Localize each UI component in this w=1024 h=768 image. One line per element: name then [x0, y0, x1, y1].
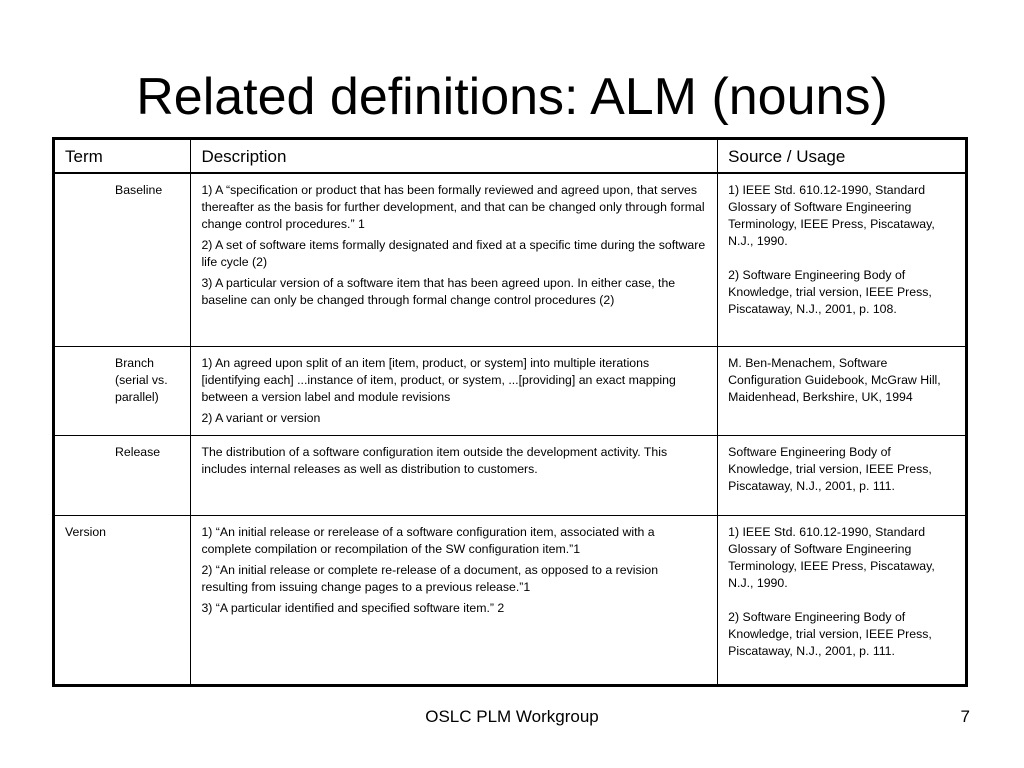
source-item: 1) IEEE Std. 610.12-1990, Standard Glossary of Software Engineering Terminology, IEEE Press, Piscataway, N.J., 1990. [728, 525, 935, 590]
table-row-version [54, 516, 967, 686]
description-item: 1) An agreed upon split of an item [item, product, or system] into multiple iterations [identifying each] ...instance of item, product, or system, ...[providing] an exact mapping between a version label and module revisions [201, 356, 676, 404]
source-item: 1) IEEE Std. 610.12-1990, Standard Glossary of Software Engineering Terminology, IEEE Press, Piscataway, N.J., 1990. [728, 182, 935, 248]
table-row-branch [54, 347, 967, 436]
description-item: 1) “An initial release or rerelease of a software configuration item, associated with a complete compilation or recompilation of the SW configuration item.”1 [201, 525, 655, 556]
table-header-row [54, 139, 967, 173]
description-cell [191, 173, 718, 347]
source-item: 2) Software Engineering Body of Knowledge, trial version, IEEE Press, Piscataway, N.J., 2001, p. 111. [728, 610, 932, 658]
slide-title: Related definitions: ALM (nouns) [136, 68, 888, 126]
table-row-baseline [54, 173, 967, 347]
description-item: 2) A set of software items formally designated and fixed at a specific time during the software life cycle (2) [201, 237, 706, 269]
description-item: 1) A “specification or product that has been formally reviewed and agreed upon, that serves thereafter as the basis for further development, and that can be changed only through formal change control procedures.” 1 [201, 182, 705, 231]
source-cell [718, 436, 967, 516]
table-row-release [54, 436, 967, 516]
source-item: 2) Software Engineering Body of Knowledge, trial version, IEEE Press, Piscataway, N.J., 2001, p. 108. [728, 267, 932, 316]
term-cell: Baseline [54, 173, 191, 347]
description-cell [191, 516, 718, 686]
term-cell: Release [54, 436, 191, 516]
description-item: The distribution of a software configuration item outside the development activity. This includes internal releases as well as distribution to customers. [201, 445, 668, 476]
source-item: Software Engineering Body of Knowledge, trial version, IEEE Press, Piscataway, N.J., 2001, p. 111. [728, 445, 932, 493]
definitions-table [52, 137, 968, 687]
description-cell [191, 347, 718, 436]
term-cell: Version [54, 516, 191, 686]
header-description: Description [191, 139, 718, 173]
header-term: Term [54, 139, 191, 173]
footer-text: OSLC PLM Workgroup [425, 707, 599, 726]
header-source: Source / Usage [718, 139, 967, 173]
description-item: 3) “A particular identified and specified software item.” 2 [201, 601, 505, 615]
source-cell [718, 516, 967, 686]
description-cell [191, 436, 718, 516]
page-number: 7 [960, 707, 970, 726]
source-cell [718, 347, 967, 436]
source-cell [718, 173, 967, 347]
description-item: 2) “An initial release or complete re-release of a document, as opposed to a revision resulting from issuing change pages to a previous release.”1 [201, 563, 659, 594]
description-item: 2) A variant or version [201, 411, 321, 425]
description-item: 3) A particular version of a software item that has been agreed upon. In either case, the baseline can only be changed through formal change control procedures (2) [201, 275, 676, 307]
source-item: M. Ben-Menachem, Software Configuration Guidebook, McGraw Hill, Maidenhead, Berkshire, UK, 1994 [728, 356, 941, 404]
term-cell: Branch (serial vs. parallel) [54, 347, 191, 436]
